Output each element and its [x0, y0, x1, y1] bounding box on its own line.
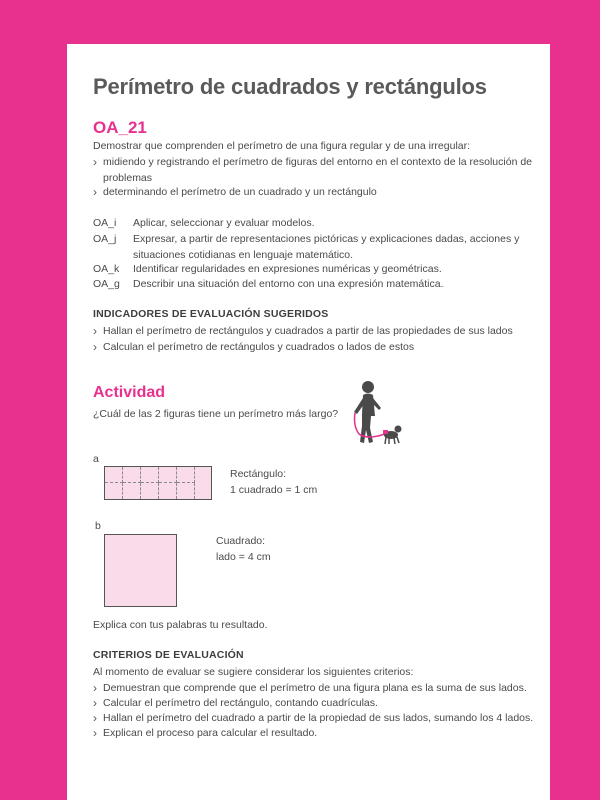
skill-code: OA_g [93, 278, 120, 290]
figure-b-letter: b [95, 520, 101, 532]
skill-code: OA_k [93, 263, 120, 275]
criteria-heading: CRITERIOS DE EVALUACIÓN [93, 649, 244, 661]
oa-bullet: › determinando el perímetro de un cuadrado y un rectángulo [93, 184, 543, 200]
skill-text: Describir una situación del entorno con una expresión matemática. [133, 278, 444, 290]
oa-bullet: › midiendo y registrando el perímetro de figuras del entorno en el contexto de la resolución de problemas [93, 154, 543, 186]
indicator-item: › Calculan el perímetro de rectángulos y cuadrados o lados de estos [93, 339, 543, 355]
figure-a-measure: 1 cuadrado = 1 cm [230, 484, 318, 496]
activity-question: ¿Cuál de las 2 figuras tiene un perímetro más largo? [93, 408, 339, 420]
skill-text: Aplicar, seleccionar y evaluar modelos. [133, 217, 315, 229]
skill-code: OA_j [93, 233, 117, 245]
oa-code: OA_21 [93, 118, 147, 137]
indicator-item: › Hallan el perímetro de rectángulos y cuadrados a partir de las propiedades de sus lados [93, 323, 543, 339]
explain-prompt: Explica con tus palabras tu resultado. [93, 619, 268, 631]
activity-heading: Actividad [93, 384, 166, 401]
criteria-item: › Hallan el perímetro del cuadrado a partir de la propiedad de sus lados, sumando los 4 lados. [93, 710, 543, 726]
oa-description: Demostrar que comprenden el perímetro de una figura regular y de una irregular: [93, 140, 471, 152]
rectangle-figure [104, 466, 212, 500]
skill-text: Expresar, a partir de representaciones pictóricas y explicaciones dadas, acciones y situaciones cotidianas en lenguaje matemático. [133, 233, 520, 261]
figure-b-measure: lado = 4 cm [216, 551, 271, 563]
indicators-heading: INDICADORES DE EVALUACIÓN SUGERIDOS [93, 308, 329, 320]
worksheet-page [67, 44, 550, 800]
skill-text: Identificar regularidades en expresiones numéricas y geométricas. [133, 263, 442, 275]
criteria-item: › Explican el proceso para calcular el resultado. [93, 725, 543, 741]
figure-a-letter: a [93, 453, 99, 465]
criteria-item: › Calcular el perímetro del rectángulo, contando cuadrículas. [93, 695, 543, 711]
criteria-intro: Al momento de evaluar se sugiere considerar los siguientes criterios: [93, 666, 414, 678]
skill-code: OA_i [93, 217, 117, 229]
figure-b-label: Cuadrado: [216, 535, 266, 547]
criteria-item: › Demuestran que comprende que el perímetro de una figura plana es la suma de sus lados. [93, 680, 543, 696]
page-title: Perímetro de cuadrados y rectángulos [93, 74, 487, 99]
figure-a-label: Rectángulo: [230, 468, 287, 480]
square-figure [104, 534, 177, 607]
person-walking-dog-icon [345, 378, 407, 448]
